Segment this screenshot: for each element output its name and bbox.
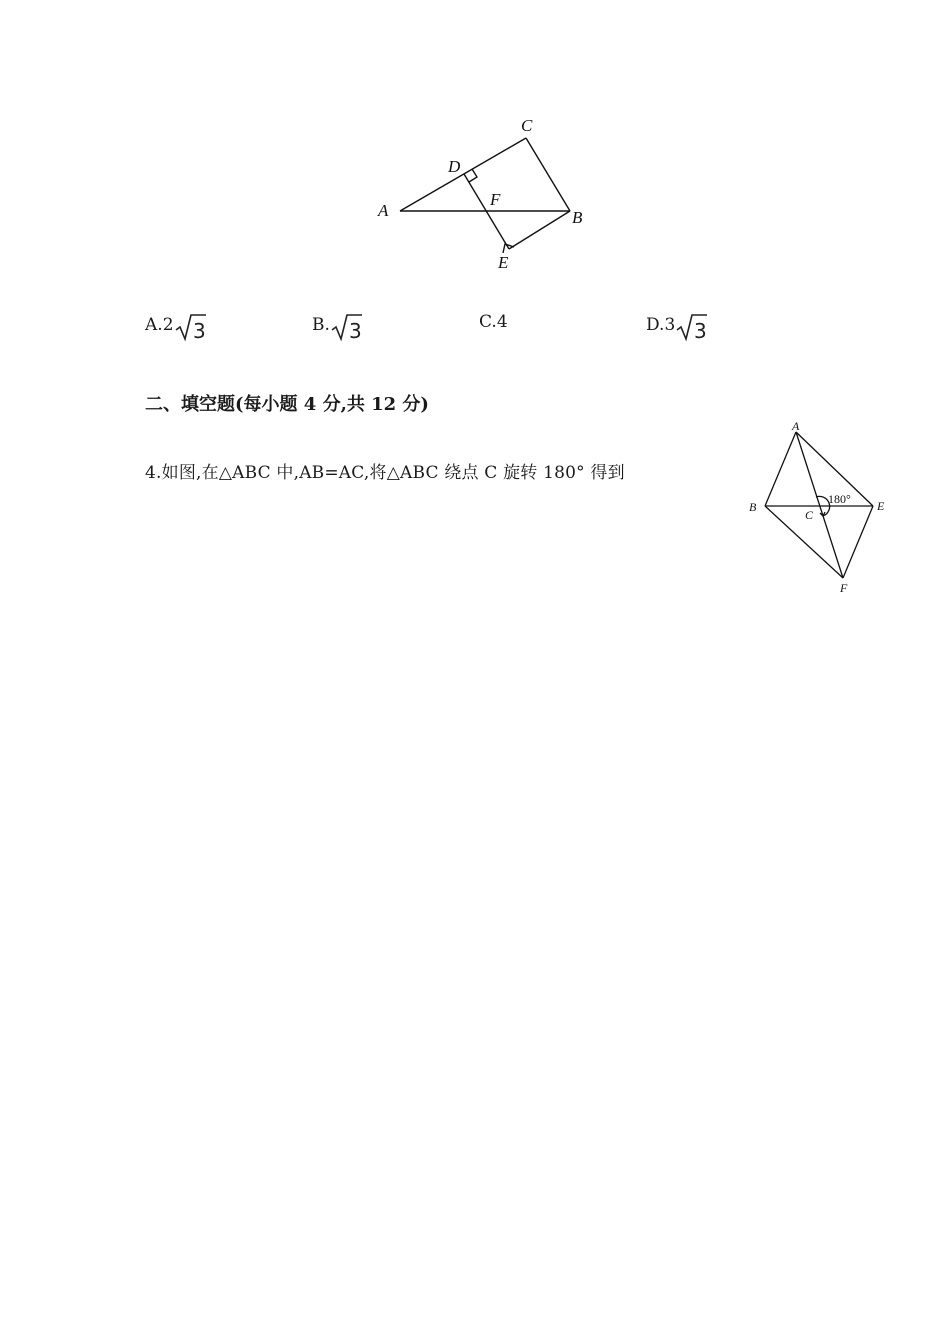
segment-eb — [509, 211, 570, 249]
option-a-coef: 2 — [162, 315, 174, 335]
label-c: C — [521, 116, 533, 135]
label-c: C — [805, 508, 814, 522]
segment-ab — [765, 432, 796, 506]
option-d-coef: 3 — [664, 315, 676, 335]
option-a-radicand: 3 — [192, 319, 206, 342]
sqrt-icon — [175, 312, 207, 342]
option-d-key: D. — [646, 315, 665, 335]
label-a: A — [378, 201, 389, 220]
option-d-radicand: 3 — [694, 319, 707, 342]
figure-1-diagram — [370, 110, 610, 280]
segment-cb — [526, 138, 570, 211]
label-a: A — [792, 420, 800, 433]
figure-2 — [745, 420, 895, 600]
label-d: D — [448, 157, 461, 176]
label-f: F — [490, 190, 501, 209]
segment-ac — [400, 138, 526, 211]
option-a[interactable] — [145, 312, 207, 342]
label-f: F — [840, 581, 848, 595]
label-b: B — [749, 500, 757, 514]
segment-ef — [843, 506, 873, 578]
angle-label: 180° — [828, 492, 851, 506]
figure-1 — [370, 110, 610, 280]
sqrt-icon — [331, 312, 363, 342]
label-e: E — [877, 499, 885, 513]
section-title: 二、填空题(每小题 4 分,共 12 分) — [145, 394, 429, 415]
option-d[interactable] — [646, 312, 708, 342]
option-b[interactable] — [312, 312, 363, 342]
label-b: B — [572, 208, 583, 227]
option-c-coef: 4 — [496, 312, 508, 332]
option-b-radicand: 3 — [348, 319, 362, 342]
option-b-key: B. — [312, 315, 330, 335]
option-a-key: A. — [145, 315, 163, 335]
label-e: E — [498, 253, 509, 272]
option-c[interactable] — [479, 312, 508, 332]
figure-2-diagram — [745, 420, 895, 600]
sqrt-icon — [676, 312, 708, 342]
question-4-text: 4.如图,在△ABC 中,AB=AC,将△ABC 绕点 C 旋转 180° 得到 — [145, 463, 625, 483]
option-c-key: C. — [479, 312, 497, 332]
